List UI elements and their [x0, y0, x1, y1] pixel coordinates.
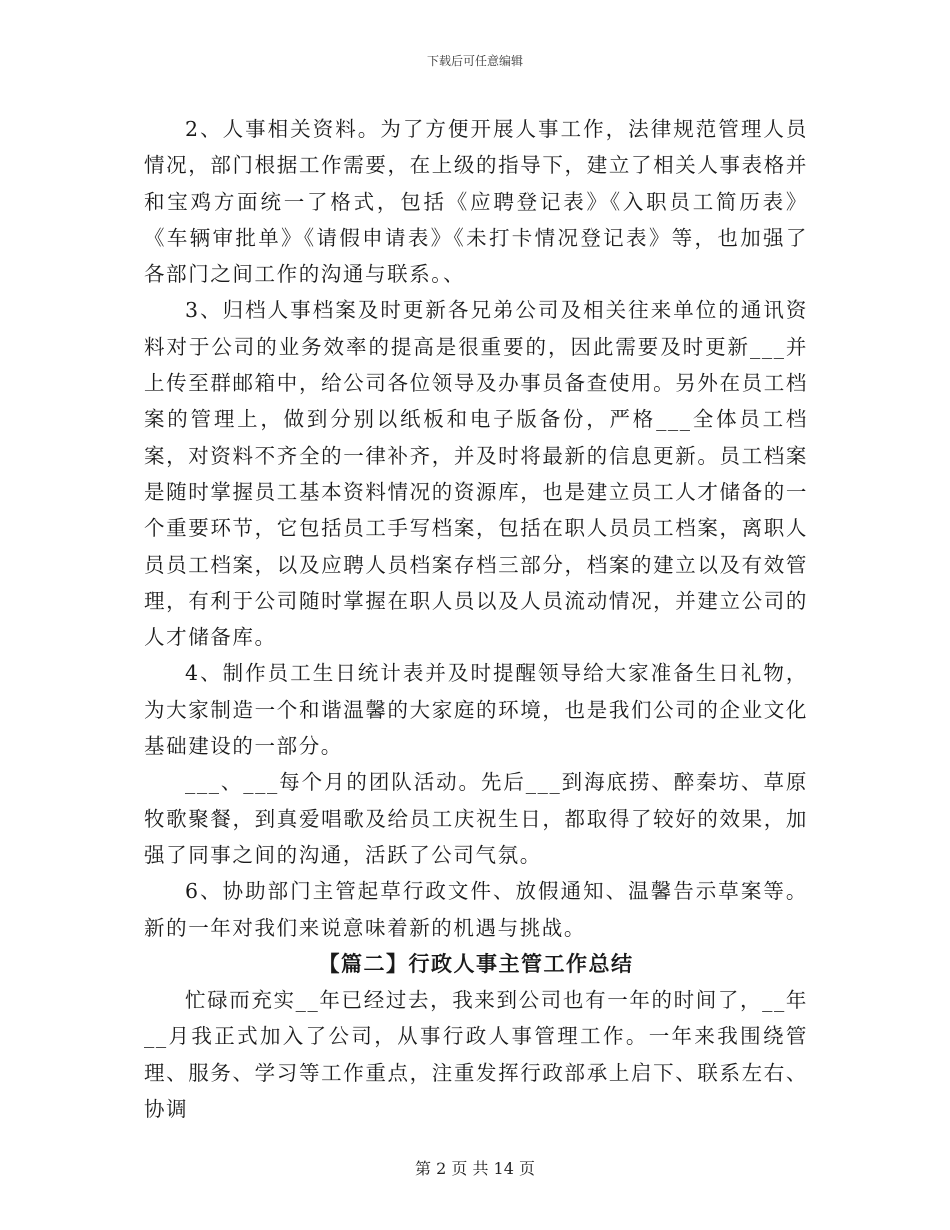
paragraph-summary-intro: 忙碌而充实__年已经过去，我来到公司也有一年的时间了，__年__月我正式加入了公司，从事行政人事管理工作。一年来我围绕管理、服务、学习等工作重点，注重发挥行政部承上启下、联系左右、协调	[144, 988, 808, 1122]
page-number-footer: 第 2 页 共 14 页	[415, 1159, 535, 1178]
document-body	[144, 111, 808, 1127]
paragraph-personnel-materials: 2、人事相关资料。为了方便开展人事工作，法律规范管理人员情况，部门根据工作需要，在上级的指导下，建立了相关人事表格并和宝鸡方面统一了格式，包括《应聘登记表》《入职员工简历表》《车辆审批单》《请假申请表》《未打卡情况登记表》等，也加强了各部门之间工作的沟通与联系。、	[144, 117, 808, 287]
section-title: 【篇二】行政人事主管工作总结	[318, 950, 634, 976]
paragraph-birthday-statistics: 4、制作员工生日统计表并及时提醒领导给大家准备生日礼物，为大家制造一个和谐温馨的大家庭的环境，也是我们公司的企业文化基础建设的一部分。	[144, 661, 808, 759]
page-header-note: 下载后可任意编辑	[426, 54, 523, 68]
paragraph-archive-records: 3、归档人事档案及时更新各兄弟公司及相关往来单位的通讯资料对于公司的业务效率的提高是很重要的，因此需要及时更新___并上传至群邮箱中，给公司各位领导及办事员备查使用。另外在员工档案的管理上，做到分别以纸板和电子版备份，严格___全体员工档案，对资料不齐全的一律补齐，并及时将最新的信息更新。员工档案是随时掌握员工基本资料情况的资源库，也是建立员工人才储备的一个重要环节，它包括员工手写档案，包括在职人员员工档案，离职人员员工档案，以及应聘人员档案存档三部分，档案的建立以及有效管理，有利于公司随时掌握在职人员以及人员流动情况，并建立公司的人才储备库。	[144, 298, 808, 650]
paragraph-team-activities: ___、___每个月的团队活动。先后___到海底捞、醉秦坊、草原牧歌聚餐，到真爱唱歌及给员工庆祝生日，都取得了较好的效果，加强了同事之间的沟通，活跃了公司气氛。	[144, 770, 808, 867]
paragraph-drafting-documents: 6、协助部门主管起草行政文件、放假通知、温馨告示草案等。新的一年对我们来说意味着新的机遇与挑战。	[144, 879, 808, 940]
